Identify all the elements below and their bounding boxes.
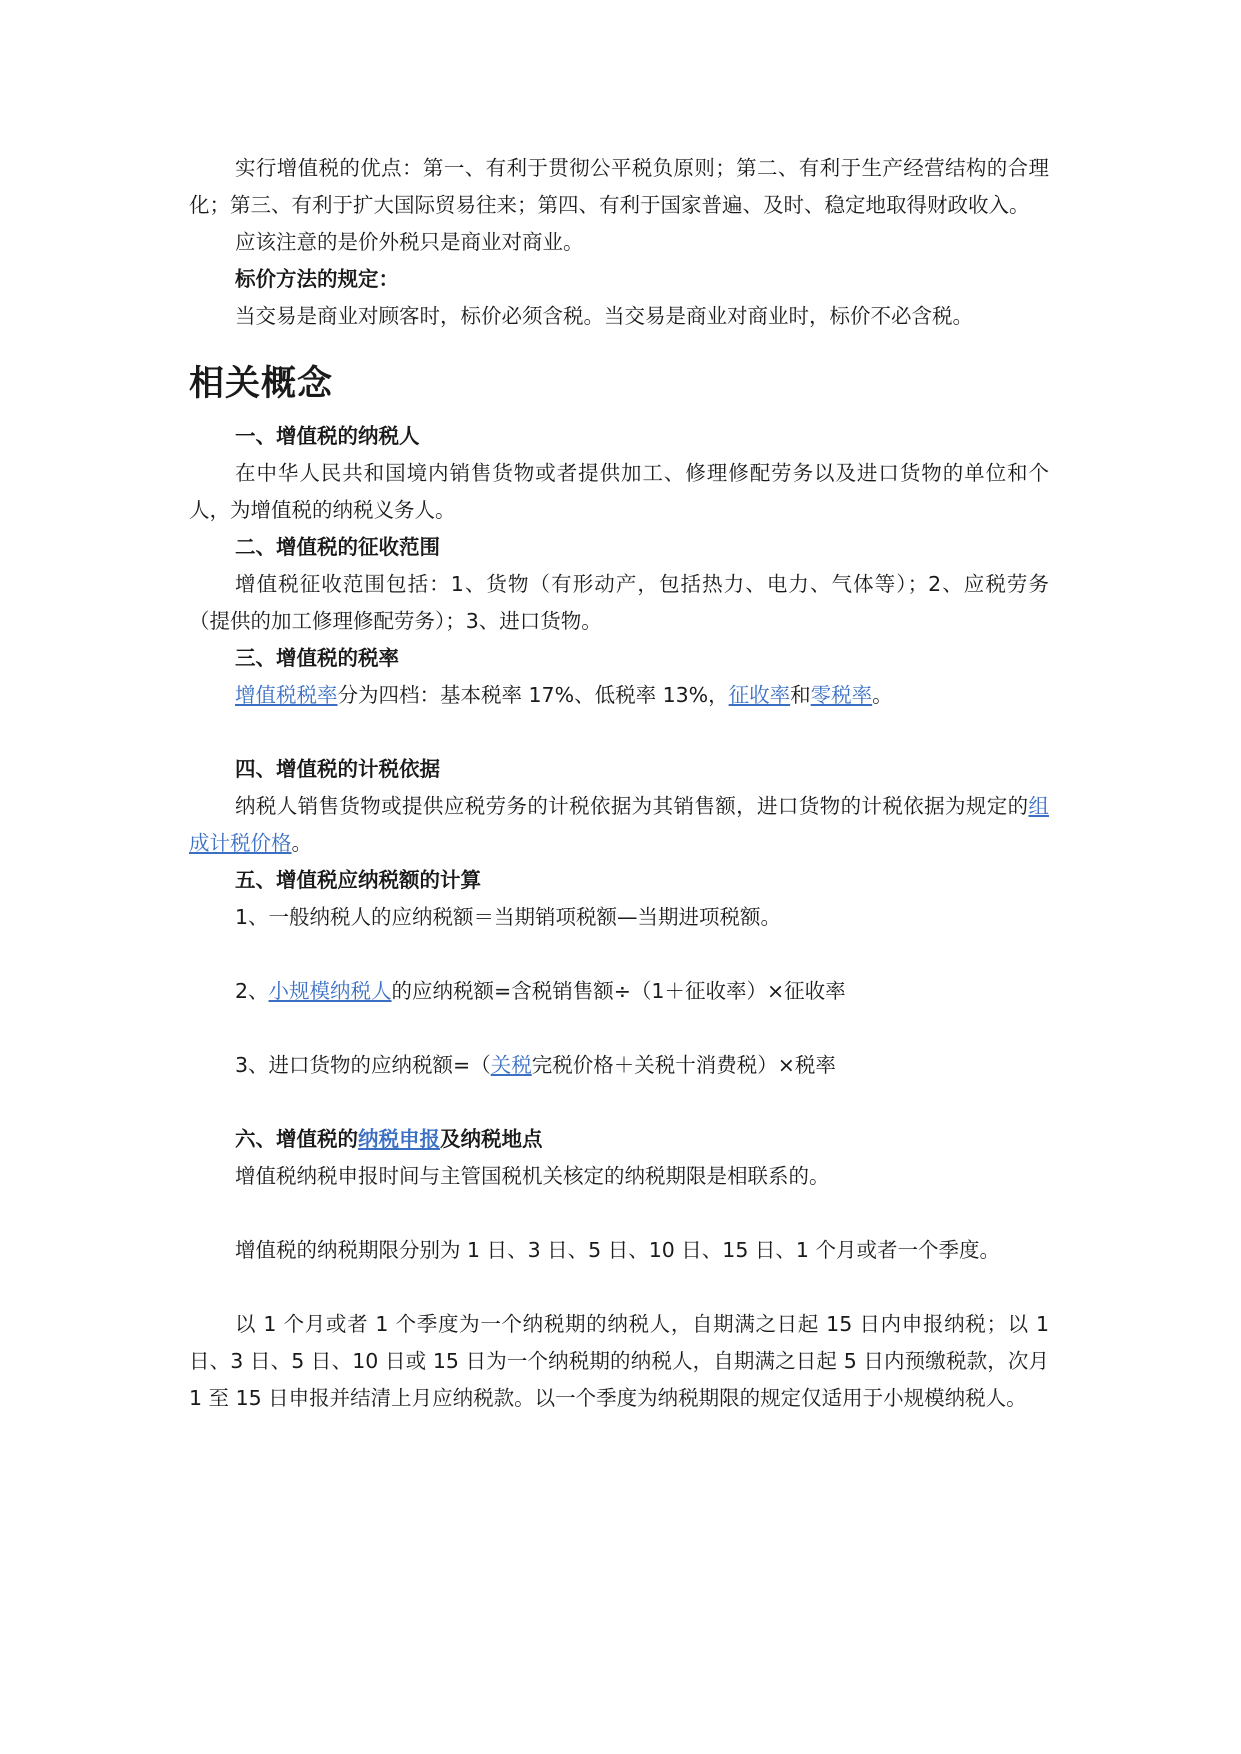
link-tax-filing[interactable]: 纳税申报 [358, 1127, 440, 1151]
spacer [189, 1195, 1049, 1232]
s3-text1: 分为四档：基本税率 17%、低税率 13%， [337, 683, 729, 707]
intro-paragraph-note: 应该注意的是价外税只是商业对商业。 [235, 230, 584, 254]
s3-text2: 和 [790, 683, 811, 707]
s5-line3-rest: 完税价格＋关税十消费税）×税率 [531, 1053, 836, 1077]
s6-heading-suffix: 及纳税地点 [440, 1127, 543, 1151]
s3-heading: 三、增值税的税率 [235, 646, 399, 670]
s1-heading: 一、增值税的纳税人 [235, 424, 420, 448]
intro-paragraph-pricing: 当交易是商业对顾客时，标价必须含税。当交易是商业对商业时，标价不必含税。 [235, 304, 973, 328]
s5-heading: 五、增值税应纳税额的计算 [235, 868, 481, 892]
s6-para3: 以 1 个月或者 1 个季度为一个纳税期的纳税人，自期满之日起 15 日内申报纳税；以 1 日、3 日、5 日、10 日或 15 日为一个纳税期的纳税人，自期满之日起 5 日内预缴税款，次月 1 至 15 日申报并结清上月应纳税款。以一个季度为纳税期限的规定仅适用于小规模纳税人。 [189, 1312, 1049, 1410]
intro-subheading-pricing: 标价方法的规定： [235, 267, 399, 291]
s5-line3 [189, 1047, 1049, 1084]
s5-line3-prefix: 3、进口货物的应纳税额=（ [235, 1053, 491, 1077]
s5-line1: 1、一般纳税人的应纳税额＝当期销项税额—当期进项税额。 [235, 905, 782, 929]
s6-heading [189, 1121, 1049, 1158]
s4-heading: 四、增值税的计税依据 [235, 757, 440, 781]
s4-end: 。 [291, 831, 312, 855]
spacer [189, 936, 1049, 973]
link-levy-rate[interactable]: 征收率 [728, 683, 791, 707]
spacer [189, 1269, 1049, 1306]
intro-paragraph-advantages: 实行增值税的优点：第一、有利于贯彻公平税负原则；第二、有利于生产经营结构的合理化；第三、有利于扩大国际贸易往来；第四、有利于国家普遍、及时、稳定地取得财政收入。 [189, 156, 1049, 217]
s4-body [189, 788, 1049, 862]
s3-body [189, 677, 1049, 714]
s3-text3: 。 [872, 683, 893, 707]
link-vat-rate[interactable]: 增值税税率 [235, 683, 338, 707]
s1-body: 在中华人民共和国境内销售货物或者提供加工、修理修配劳务以及进口货物的单位和个人，为增值税的纳税义务人。 [189, 461, 1049, 522]
s4-text: 纳税人销售货物或提供应税劳务的计税依据为其销售额，进口货物的计税依据为规定的 [235, 794, 1029, 818]
s2-heading: 二、增值税的征收范围 [235, 535, 440, 559]
spacer [189, 1084, 1049, 1121]
link-zero-rate[interactable]: 零税率 [810, 683, 873, 707]
s6-para2: 增值税的纳税期限分别为 1 日、3 日、5 日、10 日、15 日、1 个月或者一个季度。 [235, 1238, 1000, 1262]
spacer [189, 1010, 1049, 1047]
s6-para1: 增值税纳税申报时间与主管国税机关核定的纳税期限是相联系的。 [235, 1164, 830, 1188]
link-small-scale-taxpayer[interactable]: 小规模纳税人 [268, 979, 392, 1003]
s5-line2-rest: 的应纳税额=含税销售额÷（1＋征收率）×征收率 [391, 979, 846, 1003]
link-composed-price[interactable]: 组成计税价格 [189, 794, 1049, 855]
link-customs-duty[interactable]: 关税 [490, 1053, 532, 1077]
s6-heading-prefix: 六、增值税的 [235, 1127, 358, 1151]
s2-body: 增值税征收范围包括：1、货物（有形动产，包括热力、电力、气体等）；2、应税劳务（提供的加工修理修配劳务）；3、进口货物。 [189, 572, 1049, 633]
s5-line2 [189, 973, 1049, 1010]
spacer [189, 714, 1049, 751]
section-title: 相关概念 [189, 364, 334, 404]
document-page [189, 150, 1049, 1417]
s5-line2-prefix: 2、 [235, 979, 269, 1003]
